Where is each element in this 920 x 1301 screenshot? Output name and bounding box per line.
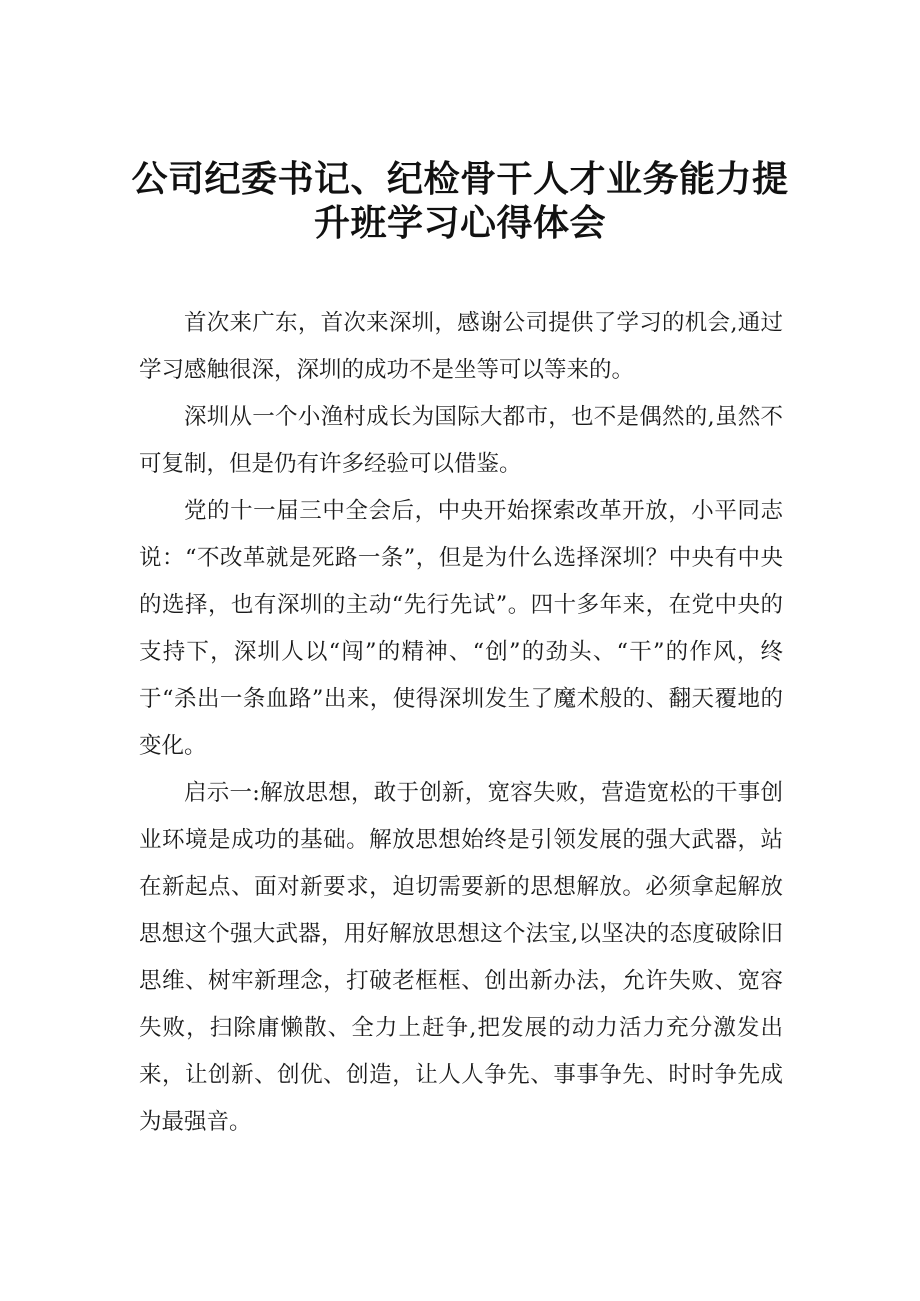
document-body <box>139 300 783 1146</box>
document-title <box>100 158 820 246</box>
paragraph-4: 启示一:解放思想，敢于创新，宽容失败，营造宽松的干事创业环境是成功的基础。解放思想始终是引领发展的强大武器，站在新起点、面对新要求，迫切需要新的思想解放。必须拿起解放思想这个强大武器，用好解放思想这个法宝,以坚决的态度破除旧思维、树牢新理念，打破老框框、创出新办法，允许失败、宽容失败，扫除庸懒散、全力上赶争,把发展的动力活力充分激发出来，让创新、创优、创造，让人人争先、事事争先、时时争先成为最强音。 <box>139 780 783 1135</box>
paragraph-3: 党的十一届三中全会后，中央开始探索改革开放，小平同志说：“不改革就是死路一条”，但是为什么选择深圳？中央有中央的选择，也有深圳的主动“先行先试”。四十多年来，在党中央的支持下，深圳人以“闯”的精神、“创”的劲头、“干”的作风，终于“杀出一条血路”出来，使得深圳发生了魔术般的、翻天覆地的变化。 <box>139 498 783 759</box>
title-line-2: 升班学习心得体会 <box>313 203 606 244</box>
paragraph-2: 深圳从一个小渔村成长为国际大都市，也不是偶然的,虽然不可复制，但是仍有许多经验可以借鉴。 <box>139 404 783 477</box>
paragraph-1: 首次来广东，首次来深圳，感谢公司提供了学习的机会,通过学习感触很深，深圳的成功不是坐等可以等来的。 <box>139 310 783 383</box>
title-line-1: 公司纪委书记、纪检骨干人才业务能力提 <box>131 159 789 200</box>
